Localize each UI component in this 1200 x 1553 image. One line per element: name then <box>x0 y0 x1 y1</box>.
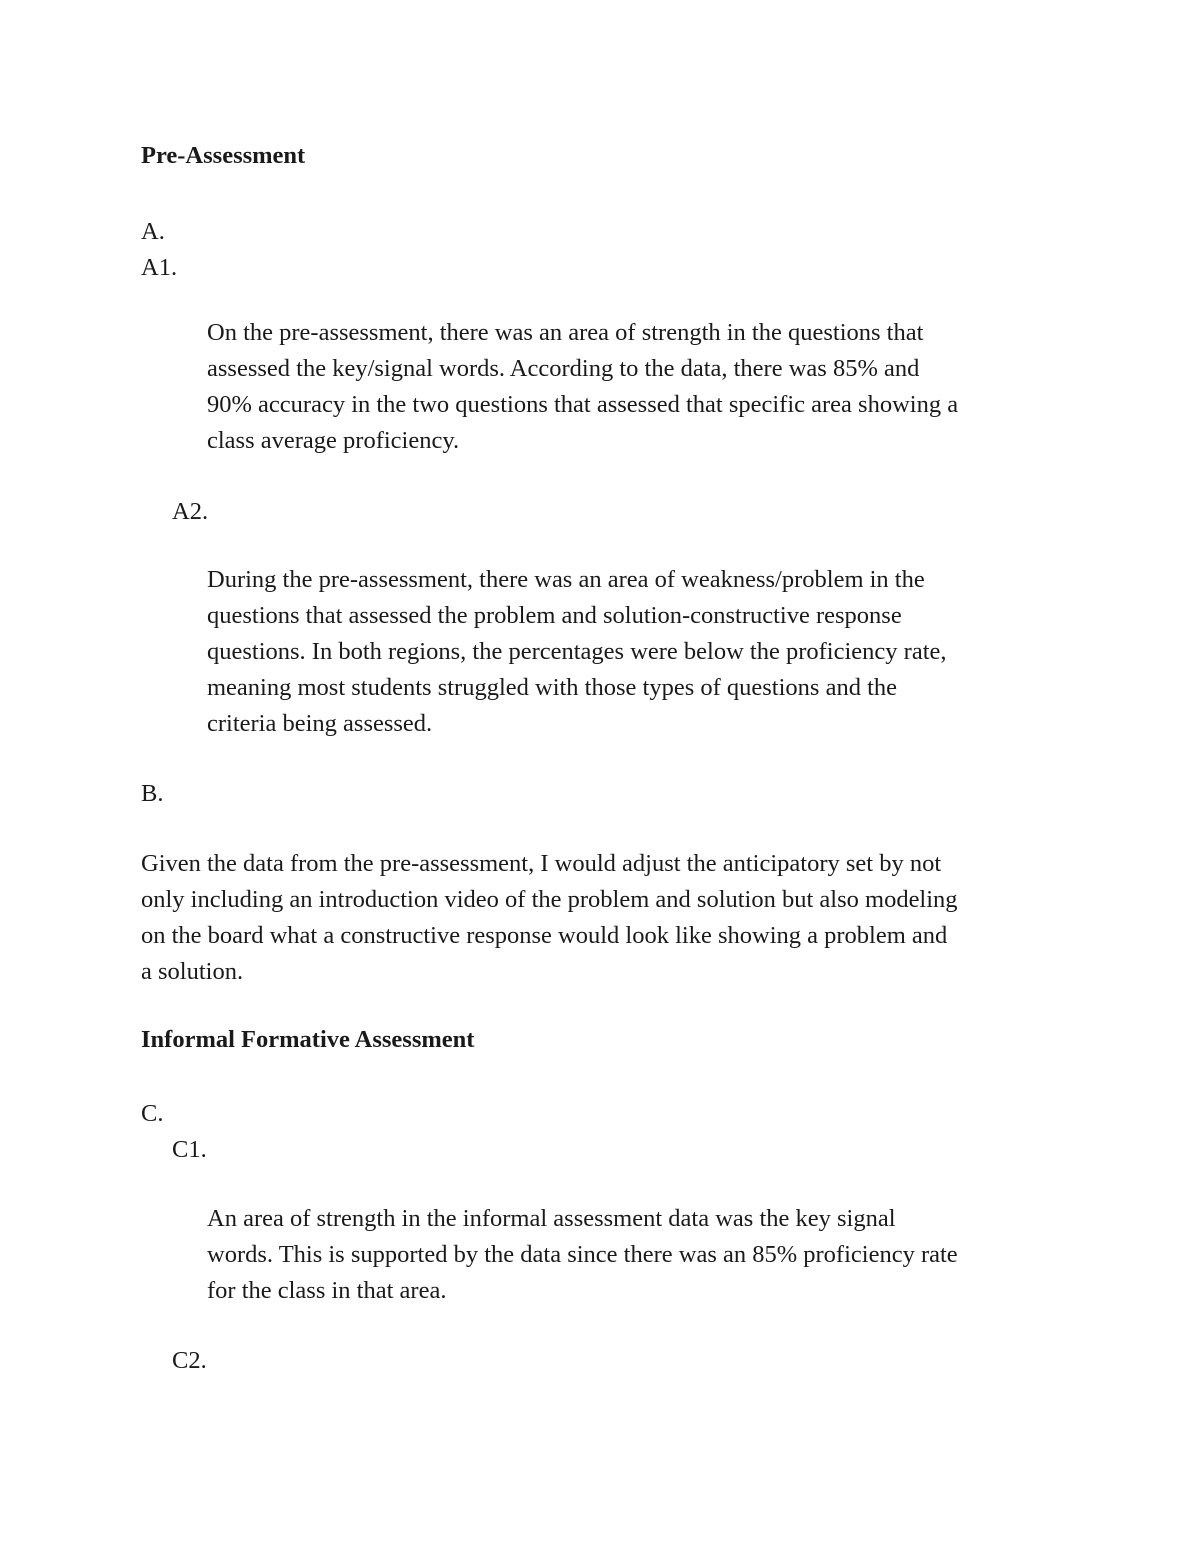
paragraph-a1-line: 90% accuracy in the two questions that assessed that specific area showing a <box>207 391 959 418</box>
paragraph-a2-line: meaning most students struggled with those types of questions and the <box>207 674 898 701</box>
paragraph-c1-line: for the class in that area. <box>207 1277 447 1304</box>
paragraph-a2-line: questions. In both regions, the percentages were below the proficiency rate, <box>207 638 947 665</box>
paragraph-b-line: only including an introduction video of the problem and solution but also modeling <box>141 886 958 913</box>
paragraph-a2 <box>207 562 947 742</box>
section-heading-pre-assessment: Pre-Assessment <box>141 142 306 169</box>
label-a2: A2. <box>172 498 209 525</box>
paragraph-a2-line: criteria being assessed. <box>207 710 433 737</box>
paragraph-b <box>141 846 958 990</box>
paragraph-a1-line: class average proficiency. <box>207 427 460 454</box>
label-a1: A1. <box>141 254 178 281</box>
label-c: C. <box>141 1100 164 1127</box>
paragraph-b-line: a solution. <box>141 958 244 985</box>
paragraph-b-line: Given the data from the pre-assessment, I would adjust the anticipatory set by not <box>141 850 942 877</box>
section-heading-informal-formative-assessment: Informal Formative Assessment <box>141 1026 475 1053</box>
paragraph-a1-line: assessed the key/signal words. According to the data, there was 85% and <box>207 355 920 382</box>
paragraph-c1-line: words. This is supported by the data since there was an 85% proficiency rate <box>207 1241 958 1268</box>
paragraph-a1-line: On the pre-assessment, there was an area of strength in the questions that <box>207 319 924 346</box>
label-a: A. <box>141 218 165 245</box>
label-c2: C2. <box>172 1347 207 1374</box>
paragraph-a2-line: questions that assessed the problem and solution-constructive response <box>207 602 902 629</box>
paragraph-b-line: on the board what a constructive response would look like showing a problem and <box>141 922 948 949</box>
label-b: B. <box>141 780 164 807</box>
paragraph-c1-line: An area of strength in the informal assessment data was the key signal <box>207 1205 896 1232</box>
paragraph-a1 <box>207 315 958 459</box>
label-c1: C1. <box>172 1136 207 1163</box>
paragraph-a2-line: During the pre-assessment, there was an area of weakness/problem in the <box>207 566 925 593</box>
paragraph-c1 <box>207 1201 958 1309</box>
